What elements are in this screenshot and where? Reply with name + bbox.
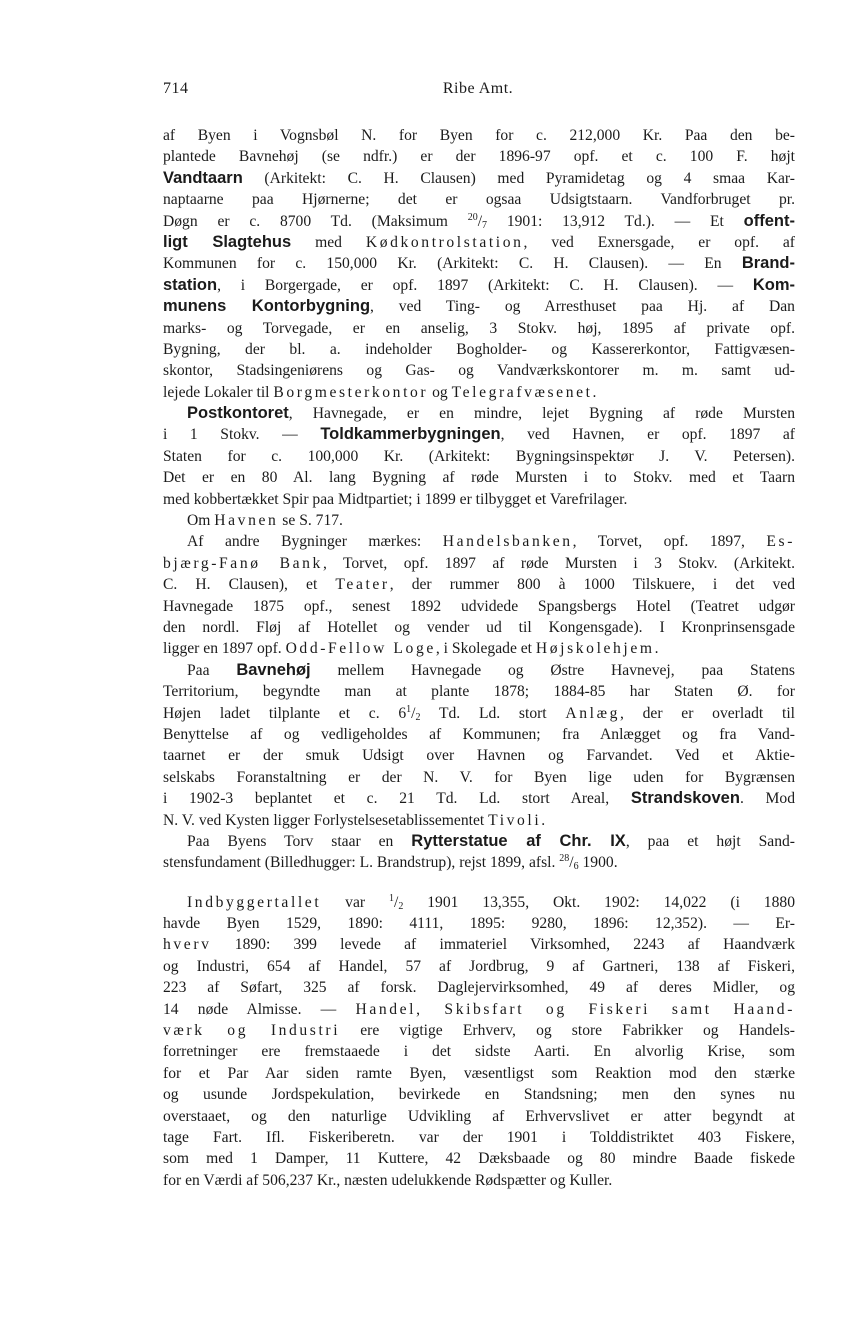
text-line: Det er en 80 Al. lang Bygning af røde Mursten i to Stokv. med et Taarn [163, 469, 795, 487]
text-line: tage Fart. Ifl. Fiskeriberetn. var der 1901 i Tolddistriktet 403 Fiskere, [163, 1128, 795, 1146]
text-line: Højen ladet tilplante et c. $6^1/_2$ Td. Ld. stort Anlæg, der er overladt til [163, 703, 796, 723]
term-station: station [163, 275, 218, 294]
text-line: Kommunen for c. 150,000 Kr. (Arkitekt: C. H. Clausen). — En Brand- [163, 254, 795, 273]
term-strandskoven: Strandskoven [630, 789, 740, 808]
text-line: og usunde Jordspekulation, bevirkede en Standsning; men den synes nu [163, 1086, 795, 1104]
text-line: af Byen i Vognsbøl N. for Byen for c. 212,000 Kr. Paa den be- [163, 127, 795, 144]
text-line: Af andre Bygninger mærkes: Handelsbanken, Torvet, opf. 1897, Es- [187, 533, 795, 551]
text-line: Paa Bavnehøj mellem Havnegade og Østre Havnevej, paa Statens [187, 660, 795, 679]
text-line: Paa Byens Torv staar en Rytterstatue af Chr. IX, paa et højt Sand- [187, 831, 795, 850]
text-line: skontor, Stadsingeniørens og Gas- og Vandværkskontorer m. m. samt ud- [163, 362, 795, 380]
term-postkontoret: Postkontoret [187, 404, 289, 423]
text-line: med kobbertækket Spir paa Midtpartiet; i 1899 er tilbygget et Varefrilager. [163, 490, 628, 508]
text-line: station, i Borgergade, er opf. 1897 (Arkitekt: C. H. Clausen). — Kom- [163, 275, 795, 294]
text-line: Havnegade 1875 opf., senest 1892 udvidede Spangsbergs Hotel (Teatret udgør [163, 597, 795, 615]
running-title: Ribe Amt. [442, 80, 514, 97]
text-line: ligger en 1897 opf. Odd-Fellow Loge, i Skolegade et Højskolehjem. [163, 640, 659, 658]
text-line: lejede Lokaler til Borgmesterkontor og Telegrafvæsenet. [163, 383, 597, 401]
term-brand: Brand- [741, 254, 795, 273]
text-line: ligt Slagtehus med Kødkontrolstation, ved Exnersgade, er opf. af [163, 232, 795, 251]
text-line: Indbyggertallet var $^1/_2$ 1901 13,355, Okt. 1902: 14,022 (i 1880 [187, 892, 795, 912]
term-toldkammerbygningen: Toldkammerbygningen [320, 425, 501, 444]
text-line: marks- og Torvegade, er en anselig, 3 Stokv. høj, 1895 af private opf. [163, 319, 795, 337]
text-line: havde Byen 1529, 1890: 4111, 1895: 9280, 1896: 12,352). — Er- [163, 915, 795, 933]
text-line: Vandtaarn (Arkitekt: C. H. Clausen) med Pyramidetag og 4 smaa Kar- [163, 168, 795, 187]
page-header [163, 80, 793, 102]
text-line: Postkontoret, Havnegade, er en mindre, lejet Bygning af røde Mursten [187, 404, 795, 423]
text-line: for et Par Aar siden ramte Byen, væsentligst som Reaktion mod den stærke [163, 1064, 795, 1082]
text-line: forretninger ere fremstaaede i det sidste Aarti. En alvorlig Krise, som [163, 1043, 795, 1061]
text-line: plantede Bavnehøj (se ndfr.) er der 1896-97 opf. et c. 100 F. højt [163, 148, 795, 166]
text-line: i 1902-3 beplantet et c. 21 Td. Ld. stort Areal, Strandskoven. Mod [163, 789, 795, 808]
text-line: Døgn er c. 8700 Td. (Maksimum $^{20}/_7$ 1901: 13,912 Td.). — Et offent- [163, 211, 795, 231]
body-text [163, 125, 795, 1191]
term-slagtehus: ligt Slagtehus [163, 232, 292, 251]
text-line: naptaarne paa Hjørnerne; det er ogsaa Udsigtstaarn. Vandforbruget pr. [163, 191, 795, 209]
text-line: bjærg-Fanø Bank, Torvet, opf. 1897 af røde Mursten i 3 Stokv. (Arkitekt. [163, 554, 795, 572]
term-rytterstatue: Rytterstatue af Chr. IX [411, 831, 626, 850]
text-line: munens Kontorbygning, ved Ting- og Arresthuset paa Hj. af Dan [163, 297, 795, 316]
text-line: i 1 Stokv. — Toldkammerbygningen, ved Havnen, er opf. 1897 af [163, 425, 795, 444]
text-line: selskabs Foranstaltning er der N. V. for Byen lige uden for Bygrænsen [163, 768, 795, 786]
page-number: 714 [163, 80, 189, 97]
text-line: C. H. Clausen), et Teater, der rummer 800 à 1000 Tilskuere, i det ved [163, 576, 795, 594]
text-line: N. V. ved Kysten ligger Forlystelsesetablissementet Tivoli. [163, 811, 546, 829]
text-line: Bygning, der bl. a. indeholder Bogholder- og Kassererkontor, Fattigvæsen- [163, 340, 795, 358]
text-line: 14 nøde Almisse. — Handel, Skibsfart og Fiskeri samt Haand- [163, 1000, 796, 1018]
text-line: Staten for c. 100,000 Kr. (Arkitekt: Bygningsinspektør J. V. Petersen). [163, 447, 795, 465]
term-offentligt: offent- [743, 211, 795, 230]
text-line: for en Værdi af 506,237 Kr., næsten udelukkende Rødspætter og Kuller. [163, 1171, 613, 1189]
text-line: og Industri, 654 af Handel, 57 af Jordbrug, 9 af Gartneri, 138 af Fiskeri, [163, 957, 795, 975]
text-line: hverv 1890: 399 levede af immateriel Virksomhed, 2243 af Haandværk [163, 936, 795, 954]
text-line: taarnet er der smuk Udsigt over Havnen og Farvandet. Ved et Aktie- [163, 747, 795, 765]
text-line: værk og Industri ere vigtige Erhverv, og store Fabrikker og Handels- [163, 1022, 795, 1040]
term-kom: Kom- [752, 275, 795, 294]
text-line: Territorium, begyndte man at plante 1878; 1884-85 har Staten Ø. for [163, 683, 795, 701]
text-line: overstaaet, og den naturlige Udvikling af Erhvervslivet er atter begyndt at [163, 1107, 795, 1125]
text-line: den nordl. Fløj af Hotellet og vender ud til Kongensgade). I Kronprinsensgade [163, 618, 795, 636]
text-line: Om Havnen se S. 717. [187, 512, 343, 530]
term-vandtaarn: Vandtaarn [163, 168, 243, 187]
text-line: som med 1 Damper, 11 Kuttere, 42 Dæksbaade og 80 mindre Baade fiskede [163, 1150, 795, 1168]
term-bavnehoj: Bavnehøj [236, 660, 311, 679]
term-kontorbygning: munens Kontorbygning [163, 297, 371, 316]
text-line: Benyttelse af og vedligeholdes af Kommunen; fra Anlægget og fra Vand- [163, 725, 795, 743]
text-line: 223 af Søfart, 325 af forsk. Daglejervirksomhed, 49 af deres Midler, og [163, 979, 795, 997]
text-line: stensfundament (Billedhugger: L. Brandstrup), rejst 1899, afsl. $^{28}/_6$ 1900. [163, 853, 618, 873]
